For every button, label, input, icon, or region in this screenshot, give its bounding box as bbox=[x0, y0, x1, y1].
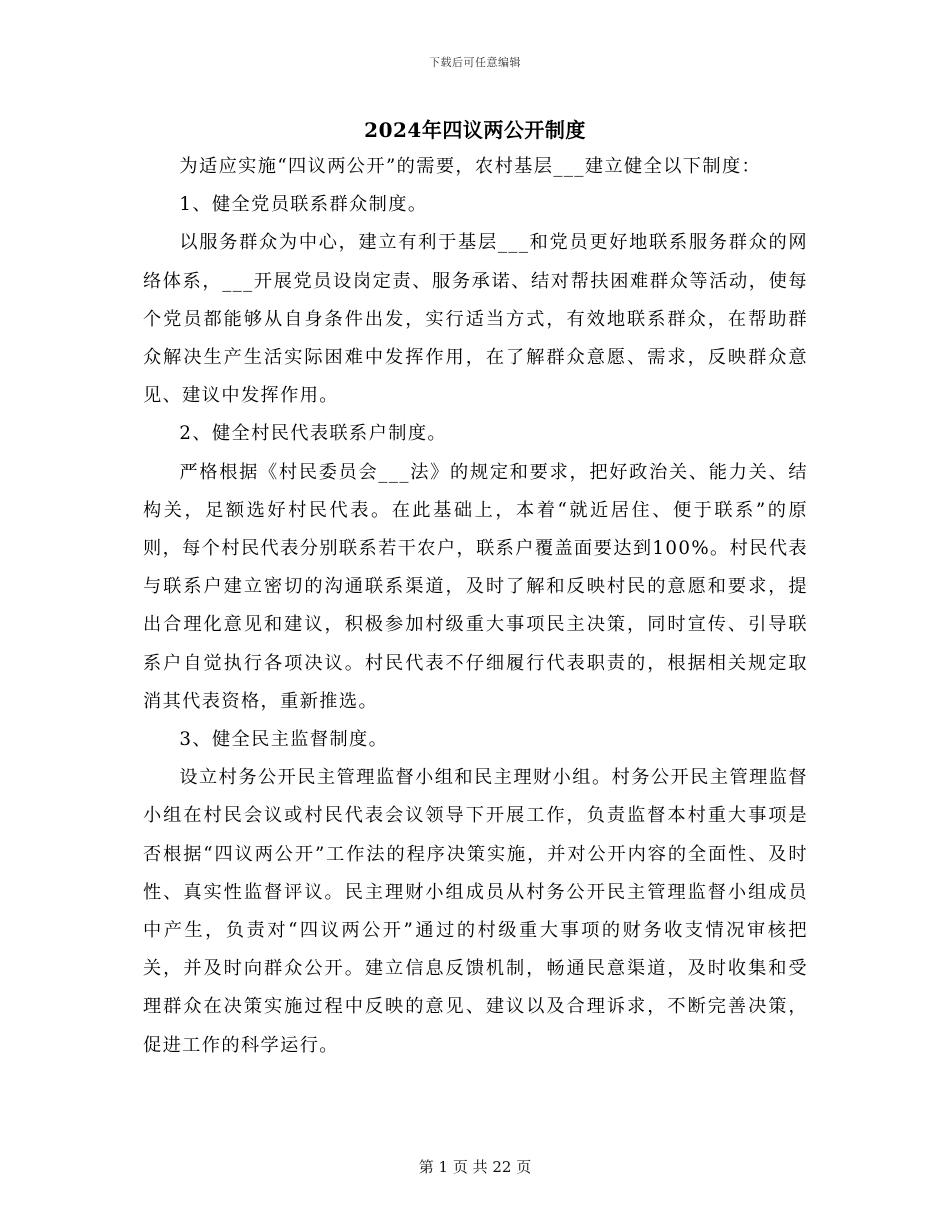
paragraph-section-3: 设立村务公开民主管理监督小组和民主理财小组。村务公开民主管理监督小组在村民会议或村民代表会议领导下开展工作，负责监督本村重大事项是否根据“四议两公开”工作法的程序决策实施，并对公开内容的全面性、及时性、真实性监督评议。民主理财小组成员从村务公开民主管理监督小组成员中产生，负责对“四议两公开”通过的村级重大事项的财务收支情况审核把关，并及时向群众公开。建立信息反馈机制，畅通民意渠道，及时收集和受理群众在决策实施过程中反映的意见、建议以及合理诉求，不断完善决策，促进工作的科学运行。 bbox=[143, 767, 808, 1056]
paragraph-intro: 为适应实施“四议两公开”的需要，农村基层___建立健全以下制度： bbox=[179, 156, 762, 177]
section-heading-3: 3、健全民主监督制度。 bbox=[179, 729, 389, 751]
document-title: 2024年四议两公开制度 bbox=[364, 118, 586, 142]
header-note: 下载后可任意编辑 bbox=[429, 56, 521, 69]
page-number: 第 1 页 共 22 页 bbox=[418, 1158, 532, 1176]
section-heading-1: 1、健全党员联系群众制度。 bbox=[179, 194, 428, 216]
document-body bbox=[143, 148, 808, 1065]
paragraph-section-1: 以服务群众为中心，建立有利于基层___和党员更好地联系服务群众的网络体系，___开展党员设岗定责、服务承诺、结对帮扶困难群众等活动，使每个党员都能够从自身条件出发，实行适当方式，有效地联系群众，在帮助群众解决生产生活实际困难中发挥作用，在了解群众意愿、需求，反映群众意见、建议中发挥作用。 bbox=[143, 232, 808, 407]
section-heading-2: 2、健全村民代表联系户制度。 bbox=[179, 423, 447, 445]
paragraph-section-2: 严格根据《村民委员会___法》的规定和要求，把好政治关、能力关、结构关，足额选好村民代表。在此基础上，本着“就近居住、便于联系”的原则，每个村民代表分别联系若干农户，联系户覆盖面要达到100%。村民代表与联系户建立密切的沟通联系渠道，及时了解和反映村民的意愿和要求，提出合理化意见和建议，积极参加村级重大事项民主决策，同时宣传、引导联系户自觉执行各项决议。村民代表不仔细履行代表职责的，根据相关规定取消其代表资格，重新推选。 bbox=[143, 461, 808, 712]
